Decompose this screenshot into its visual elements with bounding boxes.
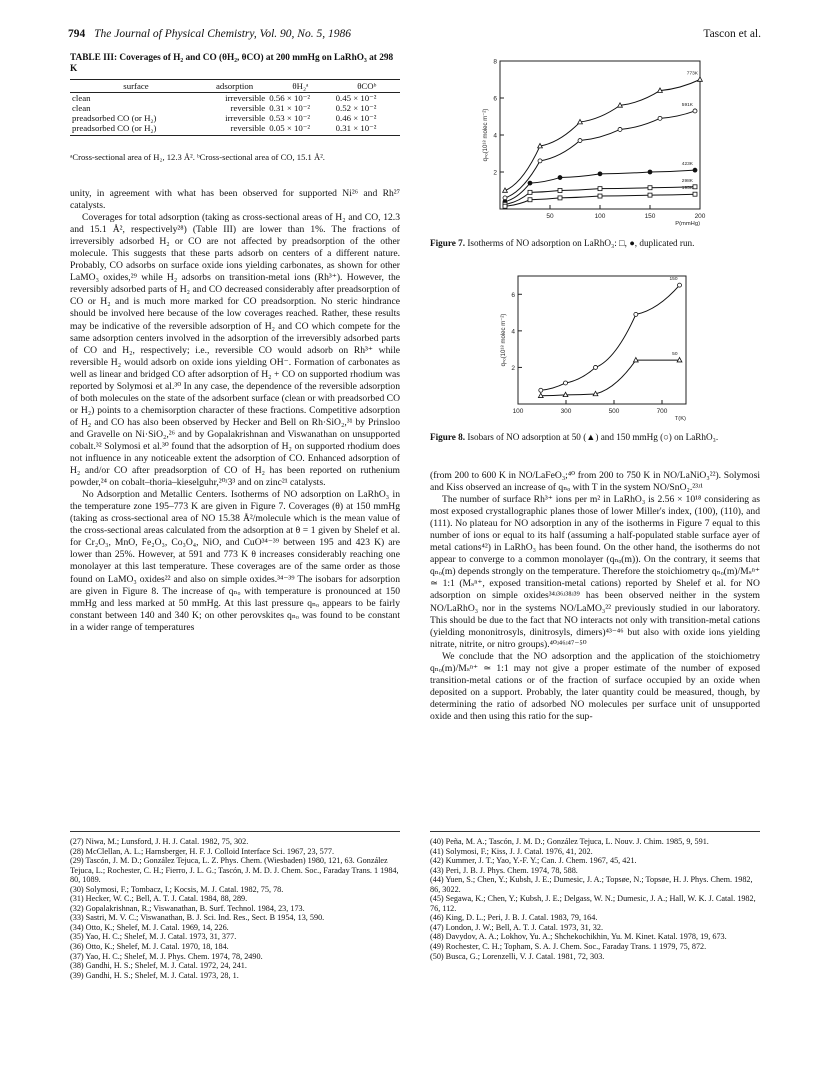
data-point: [698, 77, 703, 81]
x-tick-label: 150: [644, 213, 656, 220]
figure-8-caption-text: Isobars of NO adsorption at 50 (▲) and 150 mmHg (○) on LaRhO₃.: [467, 432, 719, 442]
data-point: [538, 159, 542, 163]
table-cell: reversible: [202, 123, 267, 136]
data-point: [693, 109, 697, 113]
reference-item: (41) Solymosi, F.; Kiss, J. J. Catal. 1976, 41, 202.: [430, 846, 593, 856]
paragraph: The number of surface Rh³⁺ ions per m² in LaRhO₃ is 2.56 × 10¹⁸ considering as most exposed crystallographic planes those of lower Miller's index, (100), (110), and (111). No plateau for NO adsorption in any of the isotherms in Figure 7 equal to this number of ions or equal to its half (assuming a half-populated stable surface ayer of metal cations⁴²) in LaRhO₃ has been found. On the other hand, the isotherms do not appear to converge to a common monolayer (qₙₒ(m)). On the contrary, it seems that qₙₒ(m) depends strongly on the temperature. Therefore the stoichiometry qₙₒ(m)/Mₛⁿ⁺ ≃ 1:1 (Mₛⁿ⁺, exposed transition-metal cations) reported by Shelef et al. for NO adsorption on simple oxides³⁴ʴ³⁶ʴ³⁸ʴ³⁹ has been observed neither in the system NO/LaRhO₃ nor in the systems NO/LaMO₃²² previously studied in our laboratory. This should be due to the fact that NO interacts not only with transition-metal cations (yielding mononitrosyls, dinitrosyls, dimers)⁴³⁻⁴⁶ but also with oxide ions yielding nitrate, nitrite, or nitro groups).⁴⁰ʴ⁴⁶ʴ⁴⁷⁻⁵⁰: [430, 494, 760, 650]
series-label: 298K: [681, 178, 693, 184]
reference-item: (29) Tascón, J. M. D.; González Tejuca, L. Z. Phys. Chem. (Wiesbaden) 1980, 121, 63. González Tejuca, L.; Rochester, C. H.; Fierro, J. L. G.; Tascón, J. M. D. J. Chem. Soc., Faraday Trans. 1 1984, 80, 1089.: [70, 856, 399, 885]
reference-item: (48) Davydov, A. A.; Lokhov, Yu. A.; Shchekochikhin, Yu. M. Kinet. Katal. 1978, 19, 673.: [430, 932, 727, 942]
table-row: [70, 113, 400, 123]
y-tick-label: 4: [493, 132, 497, 140]
reference-item: (31) Hecker, W. C.; Bell, A. T. J. Catal. 1984, 88, 289.: [70, 894, 248, 904]
x-tick-label: 300: [560, 408, 572, 415]
figure-8-caption-label: Figure 8.: [430, 432, 466, 442]
paragraph: (from 200 to 600 K in NO/LaFeO₃;⁴⁰ from 200 to 750 K in NO/LaNiO₃²²). Solymosi and Kiss observed an increase of qₙₒ with T in the system NO/SnO₂.²³ʴ¹: [430, 470, 760, 494]
figure-7: [470, 55, 710, 230]
table-row: [70, 103, 400, 113]
data-point: [503, 204, 507, 208]
table-footnote: ᵃCross-sectional area of H₂, 12.3 Å². ᵇCross-sectional area of CO, 15.1 Å².: [70, 152, 325, 162]
x-tick-label: 700: [656, 408, 668, 415]
running-header: [68, 28, 761, 40]
reference-item: (43) Peri, J. B. J. Phys. Chem. 1974, 78, 588.: [430, 865, 578, 875]
table-header-row: [70, 80, 400, 93]
figure-7-plot: [470, 55, 710, 230]
paragraph: unity, in agreement with what has been observed for supported Ni²⁶ and Rh²⁷ catalysts.: [70, 188, 400, 212]
x-axis-label: P(mmHg): [675, 221, 700, 227]
y-tick-label: 6: [493, 95, 497, 103]
table-cell: 0.56 × 10⁻²: [269, 93, 311, 103]
data-point: [558, 176, 562, 180]
y-tick-label: 4: [511, 328, 515, 336]
reference-item: (44) Yuen, S.; Chen, Y.; Kubsh, J. E.; Dumesic, J. A.; Topsøe, N.; Topsøe, H. J. Phys. Chem. 1982, 86, 3022.: [430, 875, 753, 894]
data-point: [528, 190, 532, 194]
reference-item: (39) Gandhi, H. S.; Shelef, M. J. Catal. 1973, 28, 1.: [70, 970, 239, 980]
data-point: [594, 365, 598, 369]
reference-item: (50) Busca, G.; Lorenzelli, V. J. Catal. 1981, 72, 303.: [430, 951, 605, 961]
reference-item: (36) Otto, K.; Shelef, M. J. Catal. 1970, 18, 184.: [70, 942, 229, 952]
series-label: 150: [669, 277, 678, 283]
table-header: surface: [70, 80, 202, 93]
data-point: [539, 388, 543, 392]
reference-item: (28) McClellan, A. L.; Harnsberger, H. F. J. Colloid Interface Sci. 1967, 23, 577.: [70, 846, 335, 856]
data-point: [598, 172, 602, 176]
table-cell: irreversible: [225, 93, 266, 103]
data-point: [528, 181, 532, 185]
reference-item: (47) London, J. W.; Bell, A. T. J. Catal. 1973, 31, 32.: [430, 922, 603, 932]
series-label: 591K: [681, 102, 693, 108]
data-point: [648, 193, 652, 197]
reference-item: (32) Gopalakrishnan, R.; Viswanathan, B. Surf. Technol. 1984, 23, 173.: [70, 903, 305, 913]
table-row: [70, 123, 400, 136]
y-tick-label: 2: [511, 364, 515, 372]
series-line: [541, 360, 680, 396]
table-cell: 0.31 × 10⁻²: [269, 103, 311, 113]
x-tick-label: 100: [512, 408, 524, 415]
table-cell: reversible: [230, 103, 266, 113]
data-point: [598, 187, 602, 191]
paragraph: We conclude that the NO adsorption and the application of the stoichiometry qₙₒ(m)/Mₛⁿ⁺ ≃ 1:1 may not give a proper estimate of the number of exposed transition-metal cations or of the fraction of surface occupied by an oxide when deposited on a support. Probably, the later quantity could be measured, though, by determining the ratio of adsorbed NO molecules per surface unit of unsupported oxide and then using this ratio for the sup-: [430, 650, 760, 722]
table-cell: 0.52 × 10⁻²: [335, 103, 377, 113]
left-column: [70, 188, 400, 828]
x-tick-label: 50: [546, 213, 554, 220]
data-point: [658, 116, 662, 120]
figure-8-caption: [430, 432, 760, 444]
plot-frame: [518, 276, 686, 404]
table-cell: irreversible: [225, 113, 266, 123]
table-cell: 0.45 × 10⁻²: [335, 93, 377, 103]
table-cell: preadsorbed CO (or H₂): [72, 113, 157, 123]
reference-item: (27) Niwa, M.; Lunsford, J. H. J. Catal. 1982, 75, 302.: [70, 837, 249, 846]
reference-item: (38) Gandhi, H. S.; Shelef, M. J. Catal. 1972, 24, 241.: [70, 961, 247, 971]
y-tick-label: 8: [493, 58, 497, 66]
data-point: [598, 194, 602, 198]
data-point: [693, 185, 697, 189]
table-cell: 0.46 × 10⁻²: [335, 113, 377, 123]
data-point: [693, 168, 697, 172]
paragraph: Coverages for total adsorption (taking as cross-sectional areas of H₂ and CO, 12.3 and 15.1 Å², respectively²⁸) (Table III) are lower than 1%. The fractions of irreversibly adsorbed H₂ or CO are not affected by preadsorption of the other molecule. This suggests that these parts adsorb on centers of a different nature. Probably, CO adsorbs on surface oxide ions yielding carbonates, as shown for other LaMO₃ oxides,²⁹ while H₂ adsorbs on transition-metal ions (Rh³⁺). However, the reversibly adsorbed parts of H₂ and CO decreased considerably after preadsorption of CO or H₂ and is much more marked for CO preadsorption. No steric hindrance should be involved here because of the low coverages reached. Rather, these results may be indicative of the reversible adsorption of H₂ and CO which compete for the same adsorption centers involved in the adsorption of the irreversibly adsorbed parts of CO and H₂, respectively; i.e., reversible CO would adsorb on Rh³⁺ while reversible H₂ would adsorb on oxide ions yielding OH⁻. Formation of carbonates as well as linear and bridged CO after adsorption of H₂ + CO on supported rhodium was reported by Solymosi et al.³⁰ In any case, the dependence of the reversible adsorption of both molecules on the state of the adsorbent surface (clean or with preadsorbed CO or H₂) points to a chemisorption character of these fractions. Competitive adsorption of H₂ and CO has also been observed by Hecker and Bell on Rh·SiO₂,³¹ by Prinsloo and Gravelle on Ni·SiO₂,²⁶ and by Gopalakrishnan and Viswanathan on unsupported cobalt.³² Solymosi et al.³⁰ found that the adsorption of H₂ on supported rhodium does not influence in any noticeable extent the adsorption of CO. Enhanced adsorption of H₂ and/or CO after preadsorption of CO of H₂ has been reported on ruthenium powder,²⁴ on cobalt–thoria–kieselguhr,²⁰ʴ3³ and on zinc²¹ catalysts.: [70, 212, 400, 489]
table-title: TABLE III: Coverages of H₂ and CO (θH₂, θCO) at 200 mmHg on LaRhO₃ at 298 K: [70, 53, 394, 74]
data-point: [618, 127, 622, 131]
references-left: [70, 837, 400, 980]
reference-item: (46) King, D. L.; Peri, J. B. J. Catal. 1983, 79, 164.: [430, 913, 598, 923]
table-header: adsorption: [202, 80, 267, 93]
table-row: [70, 93, 400, 104]
reference-item: (34) Otto, K.; Shelef, M. J. Catal. 1969, 14, 226.: [70, 922, 229, 932]
data-point: [578, 139, 582, 143]
series-label: 423K: [681, 162, 693, 168]
table-cell: 0.53 × 10⁻²: [269, 113, 311, 123]
table-header: θCOᵇ: [334, 80, 400, 93]
data-point: [678, 283, 682, 287]
x-tick-label: 500: [608, 408, 620, 415]
right-column: [430, 470, 760, 828]
reference-item: (40) Peña, M. A.; Tascón, J. M. D.; González Tejuca, L. Nouv. J. Chim. 1985, 9, 591.: [430, 837, 709, 846]
series-label: 773K: [686, 71, 698, 77]
data-point: [634, 312, 638, 316]
table-cell: preadsorbed CO (or H₂): [70, 123, 202, 136]
y-axis-label: qₙₒ(10¹⁸ molec m⁻²): [501, 313, 507, 367]
reference-item: (33) Sastri, M. V. C.; Viswanathan, B. J. Sci. Ind. Res., Sect. B 1954, 13, 590.: [70, 913, 325, 923]
reference-item: (37) Yao, H. C.; Shelef, M. J. Phys. Chem. 1974, 78, 2490.: [70, 951, 263, 961]
author-running-head: Tascon et al.: [703, 28, 761, 40]
figure-8-plot: [490, 268, 700, 428]
data-point: [693, 192, 697, 196]
table-cell: clean: [72, 103, 91, 113]
data-point: [564, 381, 568, 385]
data-point: [528, 198, 532, 202]
references-rule-left: [70, 831, 400, 832]
reference-item: (35) Yao, H. C.; Shelef, M. J. Catal. 1973, 31, 377.: [70, 932, 237, 942]
figure-8: [490, 268, 700, 428]
reference-item: (49) Rochester, C. H.; Topham, S. A. J. Chem. Soc., Faraday Trans. 1 1979, 75, 872.: [430, 942, 707, 952]
data-point: [558, 189, 562, 193]
data-point: [648, 186, 652, 190]
y-tick-label: 2: [493, 169, 497, 177]
data-point: [558, 196, 562, 200]
paragraph: No Adsorption and Metallic Centers. Isotherms of NO adsorption on LaRhO₃ in the temperature zone 195–773 K are given in Figure 7. Coverages (θ) at 150 mmHg (taking as cross-sectional area of NO 15.38 Å²/molecule which is the mean value of the cross-sectional areas calculated from the adsorption at θ = 1 given by Shelef et al. for Cr₂O₃, MnO, Fe₂O₃, Co₃O₄, NiO, and CuO³⁴⁻³⁹ between 195 and 423 K) are lower than 25%. However, at 591 and 773 K θ increases considerably reaching one monolayer at this last temperature. These coverages are of the same order as those found on LaMO₃ oxides²² and also on simple oxides.³⁴⁻³⁹ The isobars for adsorption are given in Figure 8. The increase of qₙₒ with temperature is pronounced at 150 mmHg and less marked at 50 mmHg. At this last pressure qₙₒ appears to be fairly constant between 140 and 340 K; on other perovskites qₙₒ was found to be constant in a wider range of temperatures: [70, 489, 400, 633]
y-axis-label: qₙₒ(10¹⁸ molec m⁻²): [483, 108, 489, 162]
references-right: [430, 837, 760, 961]
table-cell: 0.31 × 10⁻²: [334, 123, 400, 136]
reference-item: (30) Solymosi, F.; Tombacz, I.; Kocsis, M. J. Catal. 1982, 75, 78.: [70, 884, 284, 894]
figure-7-caption-label: Figure 7.: [430, 238, 466, 248]
table-iii: [70, 79, 400, 136]
x-tick-label: 200: [694, 213, 706, 220]
references-rule-right: [430, 831, 760, 832]
reference-item: (42) Kummer, J. T.; Yao, Y.-F. Y.; Can. J. Chem. 1967, 45, 421.: [430, 856, 637, 866]
x-tick-label: 100: [594, 213, 606, 220]
x-axis-label: T(K): [674, 416, 686, 422]
series-line: [541, 285, 680, 390]
data-point: [648, 170, 652, 174]
series-line: [505, 111, 695, 198]
y-tick-label: 6: [511, 291, 515, 299]
table-cell: clean: [72, 93, 91, 103]
table-header: θH₂ᵃ: [267, 80, 333, 93]
table-cell: 0.05 × 10⁻²: [267, 123, 333, 136]
journal-citation: The Journal of Physical Chemistry, Vol. 90, No. 5, 1986: [94, 28, 351, 40]
reference-item: (45) Segawa, K.; Chen, Y.; Kubsh, J. E.; Delgass, W. N.; Dumesic, J. A.; Hall, W. K. J. Catal. 1982, 76, 112.: [430, 894, 756, 913]
series-label: 50: [672, 352, 678, 358]
figure-7-caption-text: Isotherms of NO adsorption on LaRhO₃: □, ●, duplicated run.: [467, 238, 695, 248]
series-label: 195K: [681, 186, 693, 192]
figure-7-caption: [430, 238, 760, 250]
page-number: 794: [68, 28, 86, 40]
